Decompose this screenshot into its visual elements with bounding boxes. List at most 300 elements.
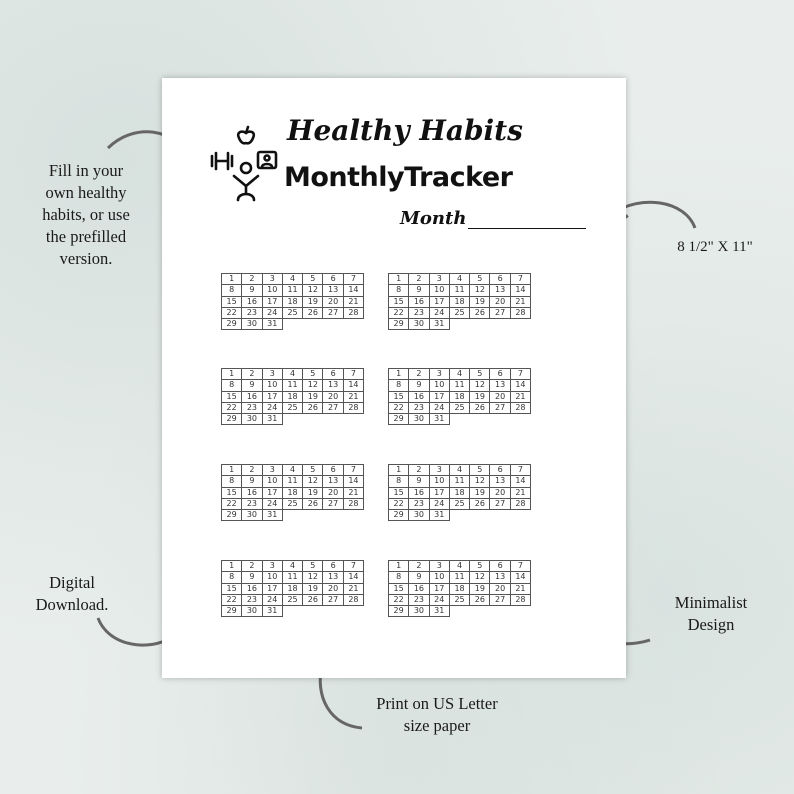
day-cell[interactable]: 9 [409, 285, 429, 296]
day-cell[interactable]: 11 [282, 285, 302, 296]
day-cell[interactable]: 16 [242, 296, 262, 307]
monthly-calendar-grid [388, 464, 531, 521]
day-cell[interactable]: 22 [222, 594, 242, 605]
day-cell[interactable]: 31 [262, 606, 282, 617]
day-cell[interactable]: 5 [303, 274, 323, 285]
day-cell[interactable]: 2 [242, 465, 262, 476]
day-cell[interactable]: 16 [242, 487, 262, 498]
day-cell[interactable]: 25 [449, 402, 469, 413]
day-cell[interactable]: 7 [510, 561, 530, 572]
day-cell[interactable]: 10 [262, 572, 282, 583]
day-cell[interactable]: 10 [429, 285, 449, 296]
day-cell[interactable]: 13 [490, 380, 510, 391]
empty-cell [323, 319, 343, 330]
day-cell[interactable]: 15 [222, 296, 242, 307]
empty-cell [323, 414, 343, 425]
day-cell[interactable]: 20 [323, 391, 343, 402]
day-cell[interactable]: 27 [490, 498, 510, 509]
day-cell[interactable]: 25 [449, 307, 469, 318]
day-cell[interactable]: 17 [429, 391, 449, 402]
day-cell[interactable]: 9 [409, 476, 429, 487]
calendar-row [389, 510, 531, 521]
day-cell[interactable]: 24 [262, 498, 282, 509]
day-cell[interactable]: 21 [510, 391, 530, 402]
day-cell[interactable]: 28 [343, 307, 363, 318]
day-cell[interactable]: 22 [222, 307, 242, 318]
day-cell[interactable]: 10 [429, 380, 449, 391]
day-cell[interactable]: 26 [470, 402, 490, 413]
day-cell[interactable]: 3 [429, 274, 449, 285]
monthly-calendar-grid [221, 368, 364, 425]
day-cell[interactable]: 19 [303, 487, 323, 498]
calendar-row [222, 583, 364, 594]
day-cell[interactable]: 5 [470, 561, 490, 572]
calendar-row [389, 380, 531, 391]
day-cell[interactable]: 4 [449, 561, 469, 572]
day-cell[interactable]: 14 [510, 285, 530, 296]
day-cell[interactable]: 3 [262, 561, 282, 572]
day-cell[interactable]: 25 [282, 402, 302, 413]
day-cell[interactable]: 27 [323, 594, 343, 605]
day-cell[interactable]: 15 [222, 487, 242, 498]
day-cell[interactable]: 21 [343, 583, 363, 594]
calendar-row [389, 487, 531, 498]
day-cell[interactable]: 22 [222, 402, 242, 413]
day-cell[interactable]: 9 [409, 572, 429, 583]
day-cell[interactable]: 12 [470, 572, 490, 583]
day-cell[interactable]: 14 [343, 476, 363, 487]
day-cell[interactable]: 28 [343, 498, 363, 509]
day-cell[interactable]: 11 [449, 476, 469, 487]
day-cell[interactable]: 19 [303, 296, 323, 307]
day-cell[interactable]: 26 [470, 594, 490, 605]
day-cell[interactable]: 11 [282, 380, 302, 391]
day-cell[interactable]: 17 [262, 583, 282, 594]
day-cell[interactable]: 8 [222, 476, 242, 487]
day-cell[interactable]: 18 [449, 583, 469, 594]
calendar-row [389, 414, 531, 425]
day-cell[interactable]: 27 [323, 498, 343, 509]
day-cell[interactable]: 31 [262, 414, 282, 425]
day-cell[interactable]: 1 [222, 369, 242, 380]
day-cell[interactable]: 28 [343, 594, 363, 605]
day-cell[interactable]: 3 [262, 274, 282, 285]
callout-line: Print on US Letter [376, 694, 498, 713]
day-cell[interactable]: 11 [449, 572, 469, 583]
day-cell[interactable]: 9 [242, 380, 262, 391]
day-cell[interactable]: 3 [429, 561, 449, 572]
day-cell[interactable]: 4 [282, 465, 302, 476]
empty-cell [343, 510, 363, 521]
day-cell[interactable]: 20 [490, 583, 510, 594]
monthly-calendar-grid [388, 560, 531, 617]
day-cell[interactable]: 29 [222, 510, 242, 521]
empty-cell [282, 319, 302, 330]
empty-cell [303, 414, 323, 425]
day-cell[interactable]: 24 [429, 307, 449, 318]
day-cell[interactable]: 4 [282, 369, 302, 380]
day-cell[interactable]: 5 [470, 465, 490, 476]
day-cell[interactable]: 26 [470, 498, 490, 509]
day-cell[interactable]: 27 [323, 307, 343, 318]
day-cell[interactable]: 17 [262, 296, 282, 307]
day-cell[interactable]: 6 [490, 274, 510, 285]
calendar-row [389, 307, 531, 318]
day-cell[interactable]: 8 [389, 476, 409, 487]
day-cell[interactable]: 6 [490, 561, 510, 572]
day-cell[interactable]: 25 [449, 498, 469, 509]
calendar-row [222, 606, 364, 617]
day-cell[interactable]: 31 [429, 510, 449, 521]
callout-line: Download. [35, 595, 109, 614]
day-cell[interactable]: 22 [389, 498, 409, 509]
day-cell[interactable]: 13 [490, 285, 510, 296]
callout-line: Minimalist [674, 593, 748, 612]
day-cell[interactable]: 13 [323, 285, 343, 296]
day-cell[interactable]: 30 [242, 510, 262, 521]
day-cell[interactable]: 22 [389, 402, 409, 413]
day-cell[interactable]: 3 [429, 465, 449, 476]
day-cell[interactable]: 21 [343, 487, 363, 498]
day-cell[interactable]: 14 [343, 285, 363, 296]
day-cell[interactable]: 12 [470, 285, 490, 296]
day-cell[interactable]: 23 [242, 594, 262, 605]
day-cell[interactable]: 3 [429, 369, 449, 380]
day-cell[interactable]: 11 [282, 572, 302, 583]
empty-cell [449, 414, 469, 425]
monthly-calendar-grid [221, 560, 364, 617]
calendar-row [389, 296, 531, 307]
day-cell[interactable]: 6 [323, 465, 343, 476]
calendar-row [389, 285, 531, 296]
day-cell[interactable]: 28 [510, 594, 530, 605]
day-cell[interactable]: 30 [409, 606, 429, 617]
day-cell[interactable]: 18 [449, 296, 469, 307]
day-cell[interactable]: 17 [429, 583, 449, 594]
day-cell[interactable]: 8 [389, 285, 409, 296]
empty-cell [343, 319, 363, 330]
day-cell[interactable]: 19 [470, 487, 490, 498]
day-cell[interactable]: 2 [409, 561, 429, 572]
callout-line: the prefilled [45, 227, 127, 246]
day-cell[interactable]: 3 [262, 369, 282, 380]
day-cell[interactable]: 11 [449, 285, 469, 296]
day-cell[interactable]: 8 [222, 285, 242, 296]
day-cell[interactable]: 27 [490, 594, 510, 605]
day-cell[interactable]: 29 [389, 319, 409, 330]
day-cell[interactable]: 23 [409, 594, 429, 605]
day-cell[interactable]: 21 [510, 296, 530, 307]
day-cell[interactable]: 17 [262, 487, 282, 498]
day-cell[interactable]: 2 [242, 369, 262, 380]
day-cell[interactable]: 15 [389, 391, 409, 402]
empty-cell [510, 319, 530, 330]
day-cell[interactable]: 24 [262, 594, 282, 605]
day-cell[interactable]: 8 [222, 572, 242, 583]
day-cell[interactable]: 14 [510, 572, 530, 583]
day-cell[interactable]: 29 [389, 510, 409, 521]
day-cell[interactable]: 20 [323, 296, 343, 307]
day-cell[interactable]: 6 [490, 369, 510, 380]
callout-line: size paper [403, 716, 471, 735]
day-cell[interactable]: 7 [510, 465, 530, 476]
day-cell[interactable]: 22 [389, 307, 409, 318]
day-cell[interactable]: 25 [449, 594, 469, 605]
day-cell[interactable]: 26 [303, 498, 323, 509]
calendar-row [389, 319, 531, 330]
day-cell[interactable]: 9 [242, 285, 262, 296]
day-cell[interactable]: 25 [282, 594, 302, 605]
day-cell[interactable]: 1 [222, 465, 242, 476]
day-cell[interactable]: 18 [282, 583, 302, 594]
day-cell[interactable]: 20 [323, 487, 343, 498]
day-cell[interactable]: 1 [222, 274, 242, 285]
day-cell[interactable]: 20 [490, 487, 510, 498]
day-cell[interactable]: 22 [389, 594, 409, 605]
day-cell[interactable]: 27 [490, 307, 510, 318]
day-cell[interactable]: 10 [429, 572, 449, 583]
day-cell[interactable]: 24 [429, 498, 449, 509]
day-cell[interactable]: 30 [409, 414, 429, 425]
day-cell[interactable]: 1 [222, 561, 242, 572]
calendar-row [222, 510, 364, 521]
day-cell[interactable]: 30 [242, 414, 262, 425]
day-cell[interactable]: 3 [262, 465, 282, 476]
day-cell[interactable]: 31 [262, 510, 282, 521]
day-cell[interactable]: 4 [282, 274, 302, 285]
day-cell[interactable]: 7 [343, 274, 363, 285]
day-cell[interactable]: 31 [429, 414, 449, 425]
calendar-row [222, 307, 364, 318]
day-cell[interactable]: 10 [262, 380, 282, 391]
day-cell[interactable]: 19 [303, 391, 323, 402]
day-cell[interactable]: 13 [323, 476, 343, 487]
day-cell[interactable]: 5 [303, 369, 323, 380]
empty-cell [470, 414, 490, 425]
day-cell[interactable]: 30 [242, 319, 262, 330]
day-cell[interactable]: 1 [389, 561, 409, 572]
day-cell[interactable]: 22 [222, 498, 242, 509]
day-cell[interactable]: 1 [389, 465, 409, 476]
day-cell[interactable]: 17 [429, 487, 449, 498]
day-cell[interactable]: 16 [409, 296, 429, 307]
day-cell[interactable]: 12 [303, 572, 323, 583]
day-cell[interactable]: 9 [242, 572, 262, 583]
day-cell[interactable]: 14 [343, 572, 363, 583]
day-cell[interactable]: 16 [409, 487, 429, 498]
page-title-line1: Healthy Habits [287, 114, 523, 147]
day-cell[interactable]: 31 [429, 606, 449, 617]
day-cell[interactable]: 11 [449, 380, 469, 391]
day-cell[interactable]: 17 [262, 391, 282, 402]
page-title-line2: MonthlyTracker [284, 162, 513, 193]
day-cell[interactable]: 23 [409, 307, 429, 318]
day-cell[interactable]: 30 [242, 606, 262, 617]
day-cell[interactable]: 7 [510, 274, 530, 285]
day-cell[interactable]: 26 [470, 307, 490, 318]
day-cell[interactable]: 8 [389, 572, 409, 583]
day-cell[interactable]: 10 [262, 476, 282, 487]
day-cell[interactable]: 2 [409, 465, 429, 476]
day-cell[interactable]: 12 [303, 476, 323, 487]
day-cell[interactable]: 12 [303, 285, 323, 296]
day-cell[interactable]: 20 [490, 391, 510, 402]
day-cell[interactable]: 24 [429, 402, 449, 413]
day-cell[interactable]: 2 [409, 274, 429, 285]
day-cell[interactable]: 19 [470, 583, 490, 594]
day-cell[interactable]: 29 [222, 414, 242, 425]
day-cell[interactable]: 27 [490, 402, 510, 413]
day-cell[interactable]: 19 [303, 583, 323, 594]
day-cell[interactable]: 24 [262, 307, 282, 318]
day-cell[interactable]: 16 [242, 391, 262, 402]
day-cell[interactable]: 6 [323, 274, 343, 285]
day-cell[interactable]: 15 [389, 296, 409, 307]
day-cell[interactable]: 18 [282, 487, 302, 498]
day-cell[interactable]: 5 [303, 561, 323, 572]
day-cell[interactable]: 8 [222, 380, 242, 391]
day-cell[interactable]: 28 [510, 307, 530, 318]
day-cell[interactable]: 24 [429, 594, 449, 605]
day-cell[interactable]: 7 [510, 369, 530, 380]
empty-cell [449, 606, 469, 617]
day-cell[interactable]: 15 [222, 391, 242, 402]
calendar-row [389, 594, 531, 605]
day-cell[interactable]: 21 [510, 583, 530, 594]
day-cell[interactable]: 28 [510, 498, 530, 509]
calendar-row [389, 561, 531, 572]
day-cell[interactable]: 23 [242, 402, 262, 413]
day-cell[interactable]: 31 [262, 319, 282, 330]
empty-cell [282, 510, 302, 521]
day-cell[interactable]: 23 [409, 402, 429, 413]
day-cell[interactable]: 9 [409, 380, 429, 391]
day-cell[interactable]: 10 [262, 285, 282, 296]
calendar-row [222, 498, 364, 509]
day-cell[interactable]: 28 [510, 402, 530, 413]
day-cell[interactable]: 9 [242, 476, 262, 487]
day-cell[interactable]: 29 [222, 606, 242, 617]
day-cell[interactable]: 13 [490, 572, 510, 583]
day-cell[interactable]: 15 [389, 583, 409, 594]
day-cell[interactable]: 4 [282, 561, 302, 572]
day-cell[interactable]: 19 [470, 391, 490, 402]
day-cell[interactable]: 21 [343, 296, 363, 307]
day-cell[interactable]: 16 [409, 583, 429, 594]
day-cell[interactable]: 13 [490, 476, 510, 487]
day-cell[interactable]: 18 [282, 391, 302, 402]
day-cell[interactable]: 16 [242, 583, 262, 594]
calendar-row [389, 583, 531, 594]
day-cell[interactable]: 5 [303, 465, 323, 476]
day-cell[interactable]: 6 [323, 561, 343, 572]
day-cell[interactable]: 8 [389, 380, 409, 391]
day-cell[interactable]: 27 [323, 402, 343, 413]
day-cell[interactable]: 11 [282, 476, 302, 487]
day-cell[interactable]: 6 [323, 369, 343, 380]
callout-line: own healthy [45, 183, 127, 202]
callout-line: version. [59, 249, 113, 268]
day-cell[interactable]: 17 [429, 296, 449, 307]
day-cell[interactable]: 4 [449, 274, 469, 285]
day-cell[interactable]: 19 [470, 296, 490, 307]
day-cell[interactable]: 2 [242, 561, 262, 572]
day-cell[interactable]: 13 [323, 572, 343, 583]
empty-cell [490, 414, 510, 425]
day-cell[interactable]: 5 [470, 369, 490, 380]
empty-cell [323, 606, 343, 617]
calendar-row [222, 285, 364, 296]
monthly-calendar-grid [388, 273, 531, 330]
calendar-row [389, 498, 531, 509]
day-cell[interactable]: 30 [409, 319, 429, 330]
day-cell[interactable]: 15 [389, 487, 409, 498]
day-cell[interactable]: 24 [262, 402, 282, 413]
day-cell[interactable]: 2 [409, 369, 429, 380]
day-cell[interactable]: 29 [222, 319, 242, 330]
day-cell[interactable]: 29 [389, 606, 409, 617]
day-cell[interactable]: 14 [510, 476, 530, 487]
day-cell[interactable]: 7 [343, 465, 363, 476]
day-cell[interactable]: 1 [389, 369, 409, 380]
day-cell[interactable]: 15 [222, 583, 242, 594]
day-cell[interactable]: 10 [429, 476, 449, 487]
day-cell[interactable]: 18 [449, 487, 469, 498]
calendar-row [389, 572, 531, 583]
day-cell[interactable]: 23 [242, 307, 262, 318]
day-cell[interactable]: 16 [409, 391, 429, 402]
day-cell[interactable]: 25 [282, 307, 302, 318]
day-cell[interactable]: 30 [409, 510, 429, 521]
day-cell[interactable]: 18 [449, 391, 469, 402]
day-cell[interactable]: 23 [242, 498, 262, 509]
day-cell[interactable]: 12 [470, 380, 490, 391]
day-cell[interactable]: 26 [303, 594, 323, 605]
day-cell[interactable]: 31 [429, 319, 449, 330]
calendar-row [222, 380, 364, 391]
day-cell[interactable]: 20 [323, 583, 343, 594]
day-cell[interactable]: 13 [323, 380, 343, 391]
day-cell[interactable]: 26 [303, 402, 323, 413]
day-cell[interactable]: 4 [449, 465, 469, 476]
day-cell[interactable]: 23 [409, 498, 429, 509]
day-cell[interactable]: 28 [343, 402, 363, 413]
day-cell[interactable]: 12 [470, 476, 490, 487]
day-cell[interactable]: 4 [449, 369, 469, 380]
calendar-row [389, 465, 531, 476]
day-cell[interactable]: 21 [510, 487, 530, 498]
day-cell[interactable]: 7 [343, 561, 363, 572]
day-cell[interactable]: 21 [343, 391, 363, 402]
day-cell[interactable]: 25 [282, 498, 302, 509]
calendar-row [222, 319, 364, 330]
day-cell[interactable]: 2 [242, 274, 262, 285]
day-cell[interactable]: 1 [389, 274, 409, 285]
day-cell[interactable]: 26 [303, 307, 323, 318]
day-cell[interactable]: 14 [510, 380, 530, 391]
calendar-row [222, 391, 364, 402]
day-cell[interactable]: 14 [343, 380, 363, 391]
day-cell[interactable]: 6 [490, 465, 510, 476]
callout-line: Fill in your [48, 161, 124, 180]
day-cell[interactable]: 5 [470, 274, 490, 285]
day-cell[interactable]: 12 [303, 380, 323, 391]
day-cell[interactable]: 18 [282, 296, 302, 307]
calendar-row [389, 402, 531, 413]
day-cell[interactable]: 20 [490, 296, 510, 307]
day-cell[interactable]: 29 [389, 414, 409, 425]
day-cell[interactable]: 7 [343, 369, 363, 380]
